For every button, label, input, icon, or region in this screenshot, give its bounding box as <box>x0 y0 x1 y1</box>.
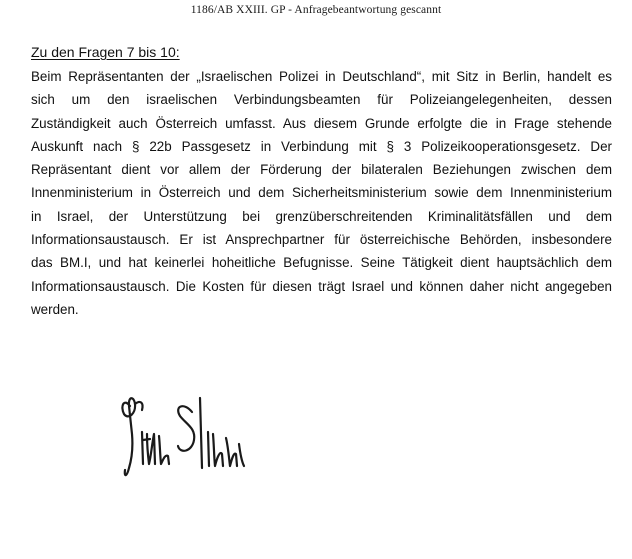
paragraph-line: das BM.I, und hat keinerlei hoheitliche Befugnisse. Seine Tätigkeit dient hauptsächlich dem <box>31 255 612 271</box>
paragraph-line: Informationsaustausch. Die Kosten für diesen trägt Israel und können daher nicht angegeben <box>31 278 612 294</box>
signature <box>116 384 256 494</box>
paragraph-line: Auskunft nach § 22b Passgesetz in Verbindung mit § 3 Polizeikooperationsgesetz. Der <box>31 138 612 154</box>
document-header: 1186/AB XXIII. GP - Anfragebeantwortung gescannt <box>190 4 442 16</box>
paragraph-line: sich um den israelischen Verbindungsbeamten für Polizeiangelegenheiten, dessen <box>31 92 612 108</box>
paragraph-line: Zuständigkeit auch Österreich umfasst. Aus diesem Grunde erfolgte die in Frage stehende <box>31 115 612 131</box>
handwritten-signature-icon <box>116 384 256 494</box>
answer-paragraph <box>31 65 612 321</box>
paragraph-line: Beim Repräsentanten der „Israelischen Polizei in Deutschland“, mit Sitz in Berlin, handelt es <box>31 69 612 84</box>
paragraph-line: Informationsaustausch. Er ist Ansprechpartner für österreichische Behörden, insbesondere <box>31 232 612 248</box>
paragraph-line: Repräsentant dient vor allem der Förderung der bilateralen Beziehungen zwischen dem <box>31 162 612 178</box>
paragraph-line: werden. <box>31 301 79 317</box>
section-heading: Zu den Fragen 7 bis 10: <box>31 44 180 60</box>
paragraph-line: Innenministerium in Österreich und dem Sicherheitsministerium sowie dem Innenministerium <box>31 185 612 201</box>
paragraph-line: in Israel, der Unterstützung bei grenzüberschreitenden Kriminalitätsfällen und dem <box>31 208 612 224</box>
